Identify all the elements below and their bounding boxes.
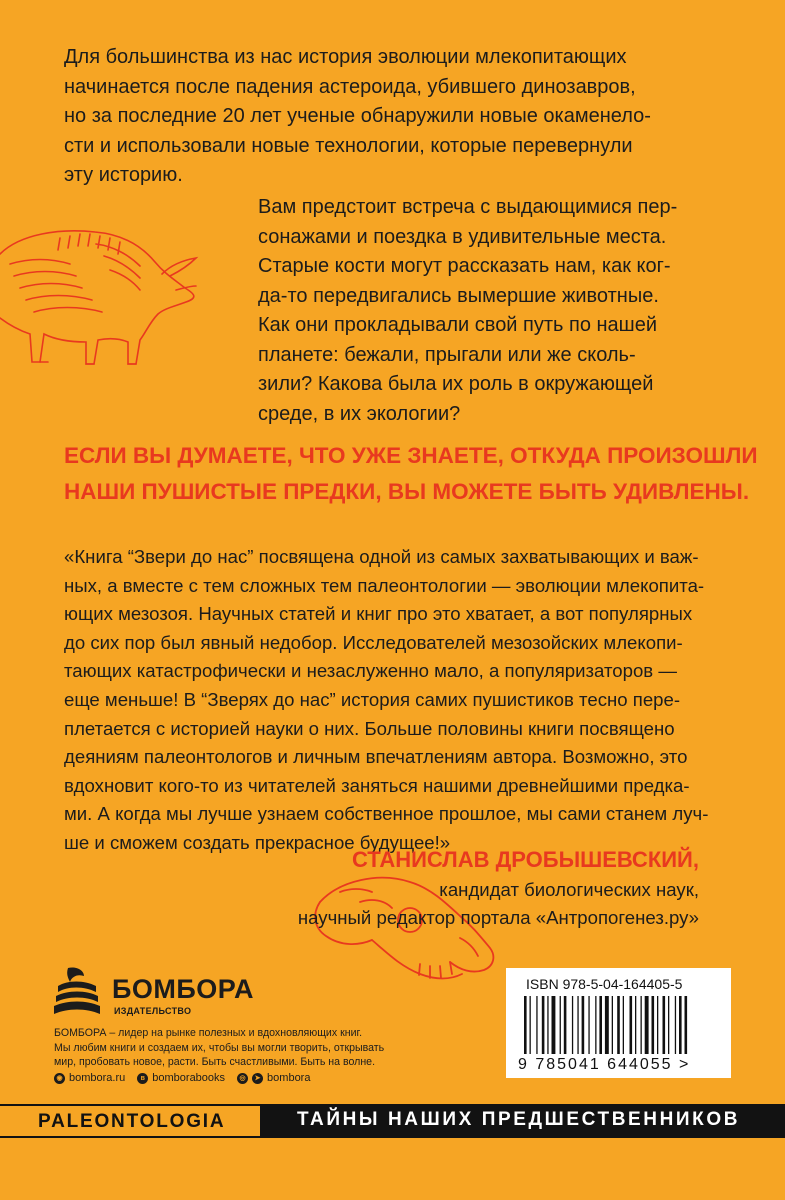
barcode-bar	[536, 996, 537, 1054]
barcode-bar	[612, 996, 613, 1054]
second-line: Как они прокладывали свой путь по нашей	[258, 314, 658, 336]
series-label-box	[0, 1104, 260, 1138]
barcode-bar	[599, 996, 602, 1054]
barcode-icon	[520, 996, 720, 1054]
quote-line: ных, а вместе с тем сложных тем палеонтологии — эволюции млекопита-	[64, 574, 705, 596]
woolly-rhino-illustration	[0, 214, 200, 374]
barcode-bar	[617, 996, 620, 1054]
publisher-description	[54, 1026, 394, 1070]
barcode-bar	[635, 996, 636, 1054]
series-tagline: ТАЙНЫ НАШИХ ПРЕДШЕСТВЕННИКОВ	[297, 1109, 741, 1130]
barcode-bar	[668, 996, 669, 1054]
barcode-bar	[577, 996, 578, 1054]
barcode-bar	[564, 996, 567, 1054]
barcode-bar	[530, 996, 531, 1054]
quote-line: ше и сможем создать прекрасное будущее!»	[64, 831, 451, 853]
author-affiliation: кандидат биологических наук,	[439, 879, 699, 900]
publisher-line: мир, пробовать новое, расти. Быть счастливыми. Быть на волне.	[54, 1056, 376, 1069]
intro-line: сти и использовали новые технологии, которые перевернули	[64, 134, 633, 157]
quote-line: ми. А когда мы лучше узнаем собственное прошлое, мы сами станем луч-	[64, 803, 709, 825]
vk-icon: в	[137, 1073, 148, 1084]
second-line: Вам предстоит встреча с выдающимися пер-	[258, 196, 678, 218]
quote-line: до сих пор был явный недобор. Исследователей мезозойских млекопи-	[64, 631, 683, 653]
barcode-bar	[641, 996, 642, 1054]
barcode-bar	[542, 996, 545, 1054]
quote-line: тающих катастрофически и незаслуженно мало, а популяризаторов —	[64, 660, 677, 682]
series-name: PALEONTOLOGIA	[38, 1111, 226, 1132]
publisher-logo-sub: ИЗДАТЕЛЬСТВО	[114, 1006, 192, 1016]
author-name: СТАНИСЛАВ ДРОБЫШЕВСКИЙ,	[351, 847, 699, 872]
highlight-line: ЕСЛИ ВЫ ДУМАЕТЕ, ЧТО УЖЕ ЗНАЕТЕ, ОТКУДА ПРОИЗОШЛИ	[64, 443, 758, 468]
second-line: среде, в их экологии?	[258, 402, 461, 425]
barcode-bar	[645, 996, 649, 1054]
barcode-bar	[524, 996, 527, 1054]
intro-line: эту историю.	[64, 164, 183, 186]
second-paragraph	[258, 193, 724, 429]
social-website-label: bombora.ru	[69, 1072, 126, 1084]
intro-line: Для большинства из нас история эволюции млекопитающих	[64, 46, 627, 68]
barcode-bar	[572, 996, 573, 1054]
isbn-barcode-box	[506, 968, 731, 1078]
publisher-line: Мы любим книги и создаем их, чтобы вы могли творить, открывать	[54, 1041, 385, 1054]
barcode-bar	[547, 996, 548, 1054]
barcode-bar	[595, 996, 596, 1054]
barcode-bar	[552, 996, 556, 1054]
quote-line: плетается с историей науки о них. Больше половины книги посвящено	[64, 717, 675, 739]
globe-icon: ◉	[54, 1073, 65, 1084]
highlight-statement	[64, 438, 758, 510]
second-line: сонажами и поездка в удивительные места.	[258, 225, 667, 248]
second-line: зили? Какова была их роль в окружающей	[258, 373, 654, 395]
social-website[interactable]	[54, 1072, 125, 1084]
social-vk[interactable]	[137, 1072, 225, 1084]
quote-line: вдохновит кого-то из читателей заняться нашими древнейшими предка-	[64, 774, 690, 796]
barcode-bar	[663, 996, 666, 1054]
telegram-icon: ➤	[252, 1073, 263, 1084]
barcode-bar	[685, 996, 688, 1054]
barcode-number: 9 785041 644055 >	[518, 1056, 691, 1073]
review-quote	[64, 543, 724, 858]
bombora-wave-icon	[54, 966, 100, 1020]
series-band	[0, 1104, 785, 1138]
quote-line: еще меньше! В “Зверях до нас” история самих пушистиков тесно пере-	[64, 688, 681, 710]
second-line: да-то передвигались вымершие животные.	[258, 284, 659, 307]
second-line: планете: бежали, прыгали или же сколь-	[258, 343, 636, 366]
intro-line: начинается после падения астероида, убившего динозавров,	[64, 75, 636, 98]
barcode-bar	[605, 996, 609, 1054]
publisher-line: БОМБОРА – лидер на рынке полезных и вдохновляющих книг.	[54, 1027, 363, 1039]
barcode-bar	[623, 996, 624, 1054]
author-affiliation: научный редактор портала «Антропогенез.ру»	[297, 907, 699, 928]
quote-line: ющих мезозоя. Научных статей и книг про это хватает, а вот популярных	[64, 603, 693, 625]
social-messengers-label: bombora	[267, 1072, 311, 1084]
barcode-bar	[630, 996, 633, 1054]
second-line: Старые кости могут рассказать нам, как ког-	[258, 255, 671, 277]
barcode-bar	[560, 996, 561, 1054]
social-messengers[interactable]	[237, 1072, 310, 1084]
barcode-bar	[588, 996, 589, 1054]
barcode-bar	[679, 996, 682, 1054]
publisher-logo[interactable]	[54, 966, 254, 1026]
isbn-label: ISBN 978-5-04-164405-5	[526, 976, 683, 992]
quote-line: деяниям палеонтологов и личным впечатлениям автора. Возможно, это	[64, 746, 688, 768]
barcode-bar	[652, 996, 655, 1054]
barcode-bar	[582, 996, 585, 1054]
highlight-line: НАШИ ПУШИСТЫЕ ПРЕДКИ, ВЫ МОЖЕТЕ БЫТЬ УДИВЛЕНЫ.	[64, 479, 750, 504]
quote-line: «Книга “Звери до нас” посвящена одной из самых захватывающих и важ-	[64, 546, 699, 567]
barcode-bar	[657, 996, 658, 1054]
intro-line: но за последние 20 лет ученые обнаружили новые окаменело-	[64, 105, 651, 127]
publisher-logo-name: БОМБОРА	[112, 974, 254, 1004]
publisher-socials	[54, 1072, 310, 1084]
messenger-icon: ◎	[237, 1073, 248, 1084]
social-vk-label: bomborabooks	[152, 1072, 226, 1084]
barcode-bar	[675, 996, 676, 1054]
intro-paragraph	[64, 43, 724, 191]
